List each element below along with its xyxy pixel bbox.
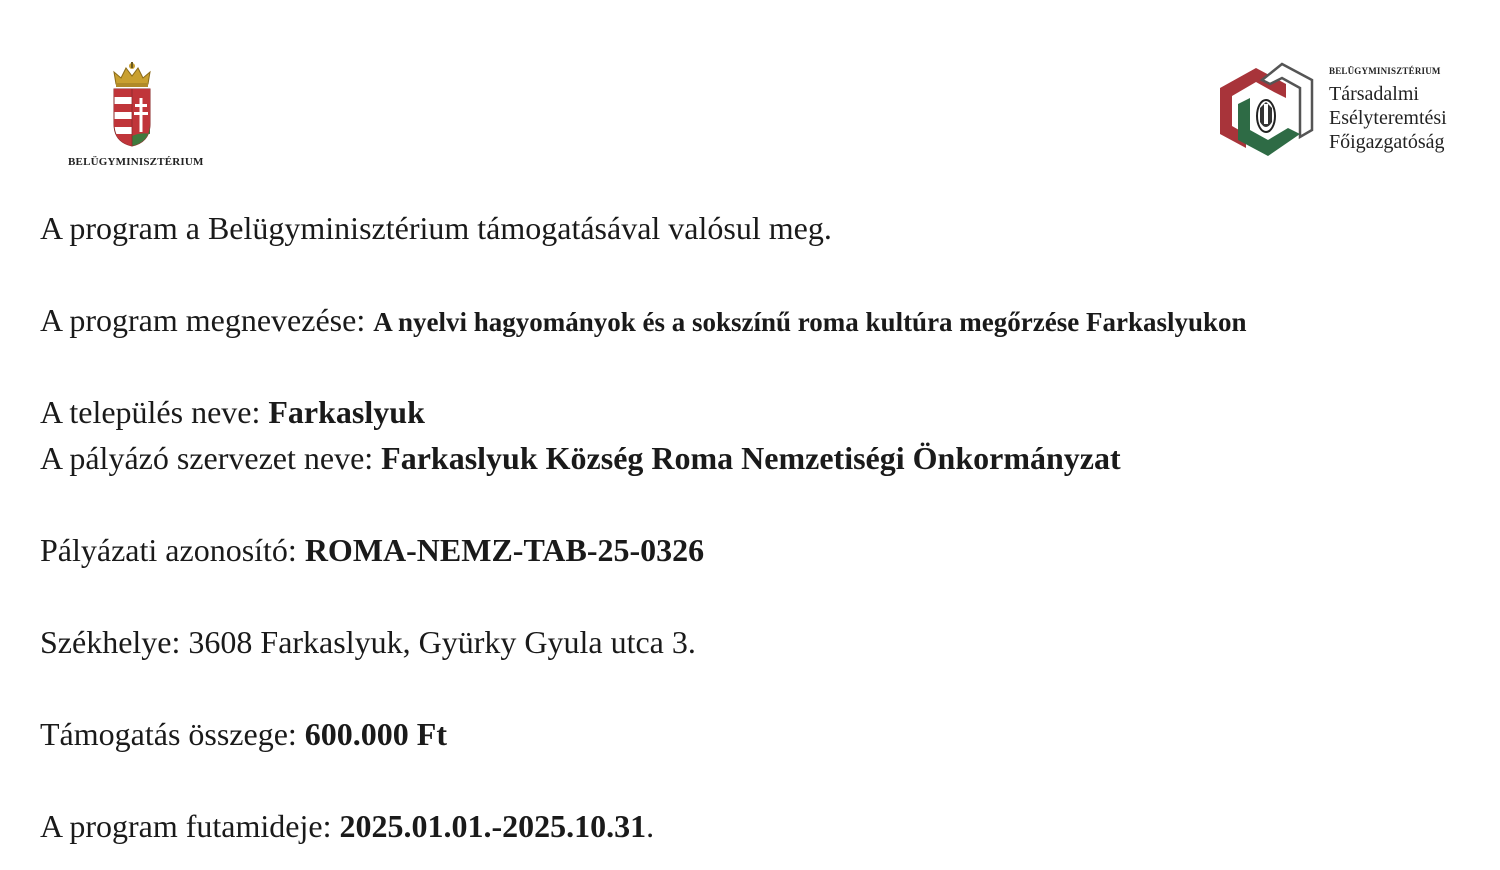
amount-value: 600.000 Ft [304, 716, 447, 752]
seat-label: Székhelye: [40, 624, 189, 660]
applicant-line [40, 438, 1121, 478]
application-id-value: ROMA-NEMZ-TAB-25-0326 [304, 532, 705, 568]
tef-ministry-caption: BELÜGYMINISZTÉRIUM [1329, 66, 1441, 76]
tef-hexagon-logo-icon [1216, 60, 1320, 168]
tef-logo [1212, 58, 1472, 173]
tef-line-3: Főigazgatóság [1329, 131, 1445, 153]
ministry-logo [60, 58, 210, 178]
seat-line [40, 622, 696, 662]
settlement-line [40, 392, 425, 432]
tef-line-2: Esélyteremtési [1329, 107, 1447, 129]
program-name-value: A nyelvi hagyományok és a sokszínű roma kultúra megőrzése Farkaslyukon [373, 307, 1247, 337]
ministry-caption: BELÜGYMINISZTÉRIUM [68, 156, 204, 168]
hungarian-coat-of-arms-icon [110, 62, 154, 148]
duration-suffix: . [646, 808, 655, 844]
duration-value: 2025.01.01.-2025.10.31 [339, 808, 647, 844]
settlement-value: Farkaslyuk [268, 394, 425, 430]
settlement-label: A település neve: [40, 394, 269, 430]
duration-label: A program futamideje: [40, 808, 340, 844]
intro-text: A program a Belügyminisztérium támogatásával valósul meg. [40, 210, 832, 246]
amount-line [40, 714, 447, 754]
duration-line [40, 806, 654, 846]
program-name-label: A program megnevezése: [40, 302, 374, 338]
amount-label: Támogatás összege: [40, 716, 305, 752]
applicant-label: A pályázó szervezet neve: [40, 440, 382, 476]
tef-line-1: Társadalmi [1329, 83, 1419, 105]
applicant-value: Farkaslyuk Község Roma Nemzetiségi Önkormányzat [381, 440, 1121, 476]
application-id-line [40, 530, 704, 570]
seat-value: 3608 Farkaslyuk, Gyürky Gyula utca 3. [188, 624, 696, 660]
tef-text [1329, 66, 1447, 154]
program-name-line [40, 300, 1247, 342]
application-id-label: Pályázati azonosító: [40, 532, 305, 568]
